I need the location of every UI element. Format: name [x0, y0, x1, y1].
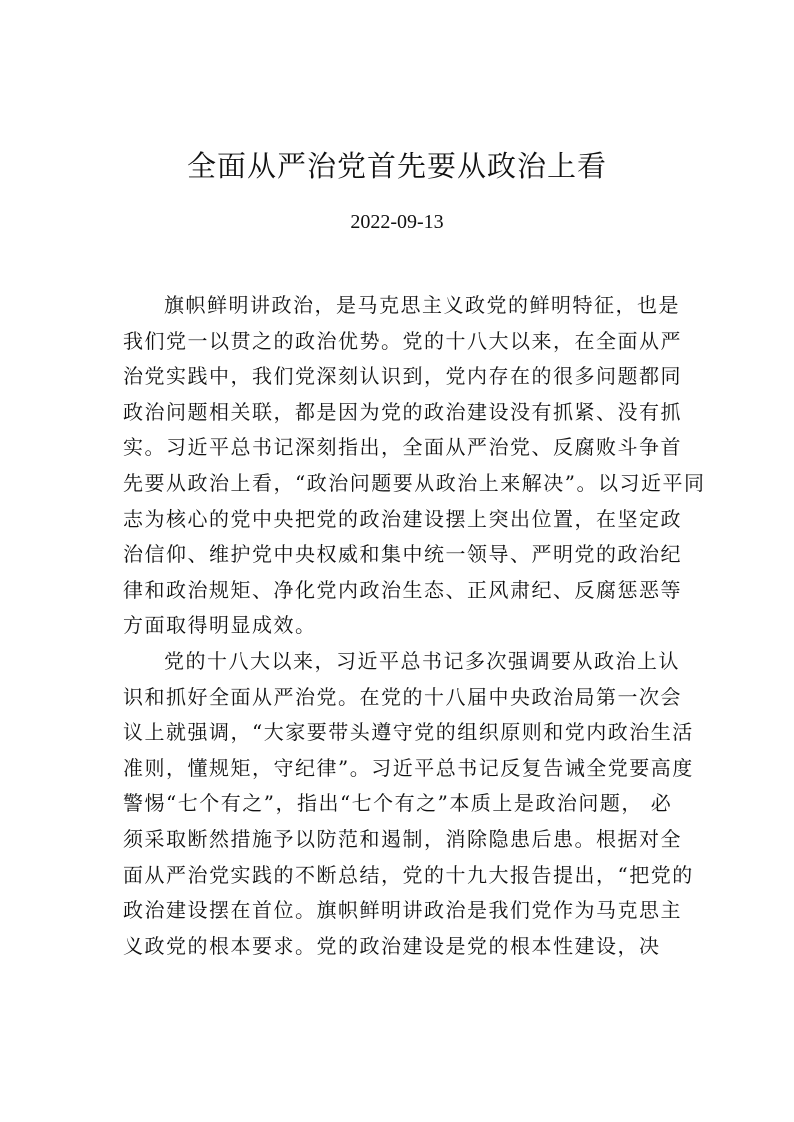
text-line: 议上就强调，“大家要带头遵守党的组织原则和党内政治生活 [123, 720, 694, 745]
paragraph-2 [123, 644, 694, 964]
text-line: 政治建设摆在首位。旗帜鲜明讲政治是我们党作为马克思主 [123, 898, 682, 923]
text-line: 警惕“七个有之”，指出“七个有之”本质上是政治问题， 必 [123, 791, 673, 816]
text-line: 律和政治规矩、净化党内政治生态、正风肃纪、反腐惩恶等 [123, 577, 682, 602]
text-line: 识和抓好全面从严治党。在党的十八届中央政治局第一次会 [123, 684, 682, 709]
text-line: 准则，懂规矩，守纪律”。习近平总书记反复告诫全党要高度 [123, 755, 694, 780]
text-line: 先要从政治上看，“政治问题要从政治上来解决”。以习近平同 [123, 470, 706, 495]
text-line: 政治问题相关联，都是因为党的政治建设没有抓紧、没有抓 [123, 399, 682, 424]
publish-date: 2022-09-13 [350, 211, 444, 233]
text-line: 须采取断然措施予以防范和遏制，消除隐患后患。根据对全 [123, 826, 682, 851]
text-line: 义政党的根本要求。党的政治建设是党的根本性建设，决 [123, 933, 661, 958]
text-line: 治信仰、维护党中央权威和集中统一领导、严明党的政治纪 [123, 542, 682, 567]
text-line: 面从严治党实践的不断总结，党的十九大报告提出，“把党的 [123, 862, 694, 887]
text-line: 实。习近平总书记深刻指出，全面从严治党、反腐败斗争首 [123, 435, 682, 460]
article-body [123, 288, 706, 964]
text-line: 党的十八大以来，习近平总书记多次强调要从政治上认 [164, 648, 680, 673]
text-line: 治党实践中，我们党深刻认识到，党内存在的很多问题都同 [123, 364, 682, 389]
text-line: 志为核心的党中央把党的政治建设摆上突出位置，在坚定政 [123, 506, 682, 531]
text-line: 方面取得明显成效。 [123, 613, 317, 638]
page-title: 全面从严治党首先要从政治上看 [186, 149, 607, 183]
text-line: 我们党一以贯之的政治优势。党的十八大以来，在全面从严 [123, 328, 682, 353]
paragraph-1 [123, 288, 706, 644]
text-line: 旗帜鲜明讲政治，是马克思主义政党的鲜明特征，也是 [164, 293, 680, 317]
